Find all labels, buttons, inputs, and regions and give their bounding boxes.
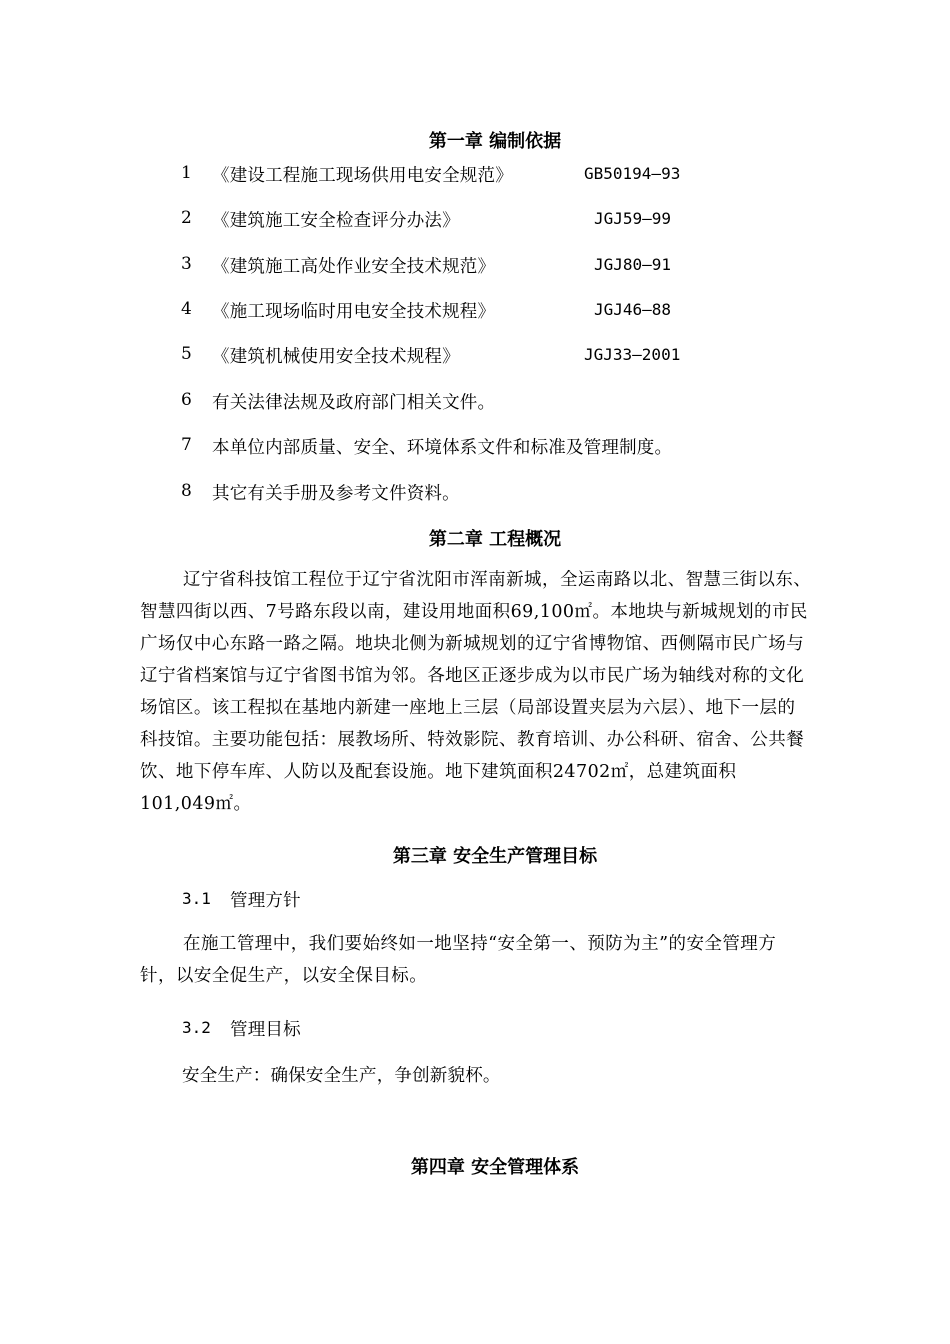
basis-item-title: 其它有关手册及参考文件资料。 bbox=[212, 484, 460, 504]
basis-item-number: 2 bbox=[181, 208, 192, 228]
section-3-2-text: 安全生产：确保安全生产，争创新貌杯。 bbox=[182, 1066, 501, 1086]
basis-item-title: 《建筑施工高处作业安全技术规范》 bbox=[212, 257, 496, 277]
section-3-2-title: 管理目标 bbox=[230, 1020, 301, 1040]
chapter-2-heading: 第二章 工程概况 bbox=[428, 529, 562, 550]
chapter-1-heading: 第一章 编制依据 bbox=[428, 131, 562, 152]
basis-item-number: 5 bbox=[181, 344, 192, 364]
basis-item-code: JGJ59—99 bbox=[594, 209, 672, 228]
basis-item-title: 《施工现场临时用电安全技术规程》 bbox=[212, 302, 496, 322]
overview-paragraph: 辽宁省科技馆工程位于辽宁省沈阳市浑南新城，全运南路以北、智慧三街以东、智慧四街以西、7号路东段以南，建设用地面积69,100㎡。本地块与新城规划的市民广场仅中心东路一路之隔。地块北侧为新城规划的辽宁省博物馆、西侧隔市民广场与辽宁省档案馆与辽宁省图书馆为邻。各地区正逐步成为以市民广场为轴线对称的文化场馆区。该工程拟在基地内新建一座地上三层（局部设置夹层为六层）、地下一层的科技馆。主要功能包括：展教场所、特效影院、教育培训、办公科研、宿舍、公共餐饮、地下停车库、人防以及配套设施。地下建筑面积24702㎡，总建筑面积 101,049㎡。 bbox=[140, 570, 812, 814]
chapter-4-heading: 第四章 安全管理体系 bbox=[410, 1157, 580, 1178]
section-3-2-number: 3.2 bbox=[182, 1018, 211, 1037]
basis-item-code: JGJ33—2001 bbox=[584, 345, 681, 364]
chapter-3-heading: 第三章 安全生产管理目标 bbox=[392, 846, 598, 867]
basis-item-title: 《建设工程施工现场供用电安全规范》 bbox=[212, 166, 513, 186]
basis-item-code: GB50194—93 bbox=[584, 164, 681, 183]
basis-item-number: 7 bbox=[181, 435, 192, 455]
section-3-1-title: 管理方针 bbox=[230, 891, 301, 911]
basis-item-title: 本单位内部质量、安全、环境体系文件和标准及管理制度。 bbox=[212, 438, 673, 458]
basis-item-number: 8 bbox=[181, 481, 192, 501]
basis-item-number: 1 bbox=[181, 163, 192, 183]
basis-item-title: 《建筑机械使用安全技术规程》 bbox=[212, 347, 460, 367]
basis-item-number: 4 bbox=[181, 299, 192, 319]
basis-item-number: 6 bbox=[181, 390, 192, 410]
basis-item-code: JGJ80—91 bbox=[594, 255, 672, 274]
basis-item-number: 3 bbox=[181, 254, 192, 274]
basis-item-title: 《建筑施工安全检查评分办法》 bbox=[212, 211, 460, 231]
basis-item-code: JGJ46—88 bbox=[594, 300, 672, 319]
section-3-1-text: 在施工管理中，我们要始终如一地坚持“安全第一、预防为主”的安全管理方针，以安全促生产，以安全保目标。 bbox=[140, 934, 777, 986]
section-3-1-number: 3.1 bbox=[182, 889, 211, 908]
basis-item-title: 有关法律法规及政府部门相关文件。 bbox=[212, 393, 496, 413]
